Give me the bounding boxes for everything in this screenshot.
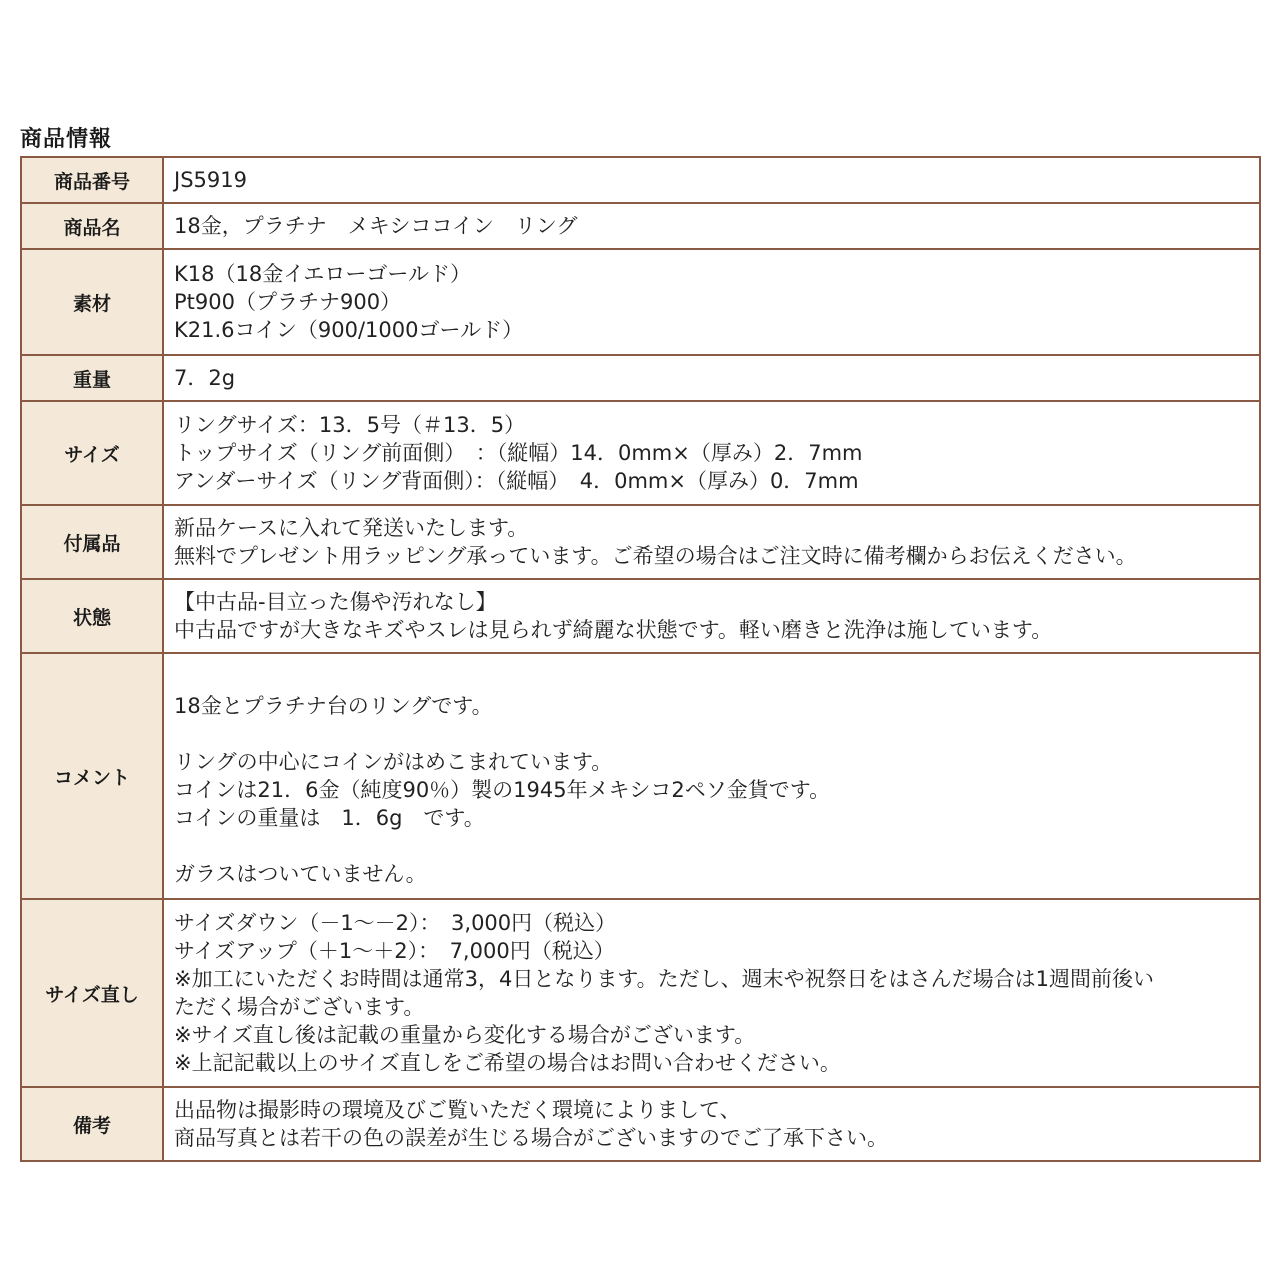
section-title: 商品情報 xyxy=(20,127,113,152)
table-row xyxy=(21,355,1260,401)
row-value xyxy=(163,157,1260,203)
value-line: 【中古品-目立った傷や汚れなし】 xyxy=(174,590,497,614)
row-label: 備考 xyxy=(21,1087,163,1161)
value-line xyxy=(174,720,1249,748)
table-row xyxy=(21,249,1260,355)
value-line: 商品写真とは若干の色の誤差が生じる場合がございますのでご了承下さい。 xyxy=(174,1126,888,1150)
value-line: コインの重量は 1．6g です。 xyxy=(174,806,485,830)
table-row xyxy=(21,157,1260,203)
value-line: 中古品ですが大きなキズやスレは見られず綺麗な状態です。軽い磨きと洗浄は施しています。 xyxy=(174,618,1053,642)
value-line: サイズダウン（－1～－2）： 3,000円（税込） xyxy=(174,911,617,935)
row-value xyxy=(163,249,1260,355)
table-row xyxy=(21,401,1260,505)
product-info-table xyxy=(20,156,1261,1162)
row-value xyxy=(163,355,1260,401)
value-line: サイズアップ（＋1～＋2）： 7,000円（税込） xyxy=(174,939,615,963)
row-label: 商品番号 xyxy=(21,157,163,203)
table-row xyxy=(21,505,1260,579)
value-line: アンダーサイズ（リング背面側）：（縦幅） 4．0mm×（厚み）0．7mm xyxy=(174,469,859,493)
value-line: ※サイズ直し後は記載の重量から変化する場合がございます。 xyxy=(174,1023,756,1047)
value-line: 出品物は撮影時の環境及びご覧いただく環境によりまして、 xyxy=(174,1098,741,1122)
row-label: 重量 xyxy=(21,355,163,401)
value-line: ※上記記載以上のサイズ直しをご希望の場合はお問い合わせください。 xyxy=(174,1051,841,1075)
row-label: 付属品 xyxy=(21,505,163,579)
row-value xyxy=(163,579,1260,653)
row-label: 素材 xyxy=(21,249,163,355)
row-value xyxy=(163,1087,1260,1161)
row-label: 状態 xyxy=(21,579,163,653)
value-line: リングサイズ：13．5号（＃13．5） xyxy=(174,413,526,437)
value-line: 18金，プラチナ メキシココイン リング xyxy=(174,214,578,238)
table-row xyxy=(21,579,1260,653)
value-line: ※加工にいただくお時間は通常3，4日となります。ただし、週末や祝祭日をはさんだ場合は1週間前後い xyxy=(174,967,1154,991)
row-label: コメント xyxy=(21,653,163,899)
value-line: 7．2g xyxy=(174,366,236,390)
table-row xyxy=(21,1087,1260,1161)
value-line: リングの中心にコインがはめこまれています。 xyxy=(174,750,613,774)
value-line xyxy=(174,832,1249,860)
row-label: 商品名 xyxy=(21,203,163,249)
value-line: トップサイズ（リング前面側） ：（縦幅）14．0mm×（厚み）2．7mm xyxy=(174,441,863,465)
value-line: 18金とプラチナ台のリングです。 xyxy=(174,694,493,718)
row-value xyxy=(163,505,1260,579)
value-line: JS5919 xyxy=(174,168,247,192)
value-line: Pt900（プラチナ900） xyxy=(174,290,402,314)
table-row xyxy=(21,653,1260,899)
row-label: サイズ xyxy=(21,401,163,505)
table-row xyxy=(21,899,1260,1087)
value-line: ガラスはついていません。 xyxy=(174,862,427,886)
row-label: サイズ直し xyxy=(21,899,163,1087)
value-line: 無料でプレゼント用ラッピング承っています。ご希望の場合はご注文時に備考欄からお伝えください。 xyxy=(174,544,1137,568)
value-line: K21.6コイン（900/1000ゴールド） xyxy=(174,318,524,342)
value-line: ただく場合がございます。 xyxy=(174,995,425,1019)
row-value xyxy=(163,899,1260,1087)
value-line: 新品ケースに入れて発送いたします。 xyxy=(174,516,529,540)
row-value xyxy=(163,203,1260,249)
value-line xyxy=(174,664,1249,692)
row-value xyxy=(163,653,1260,899)
row-value xyxy=(163,401,1260,505)
value-line: コインは21．6金（純度90％）製の1945年メキシコ2ペソ金貨です。 xyxy=(174,778,831,802)
table-row xyxy=(21,203,1260,249)
value-line: K18（18金イエローゴールド） xyxy=(174,262,471,286)
